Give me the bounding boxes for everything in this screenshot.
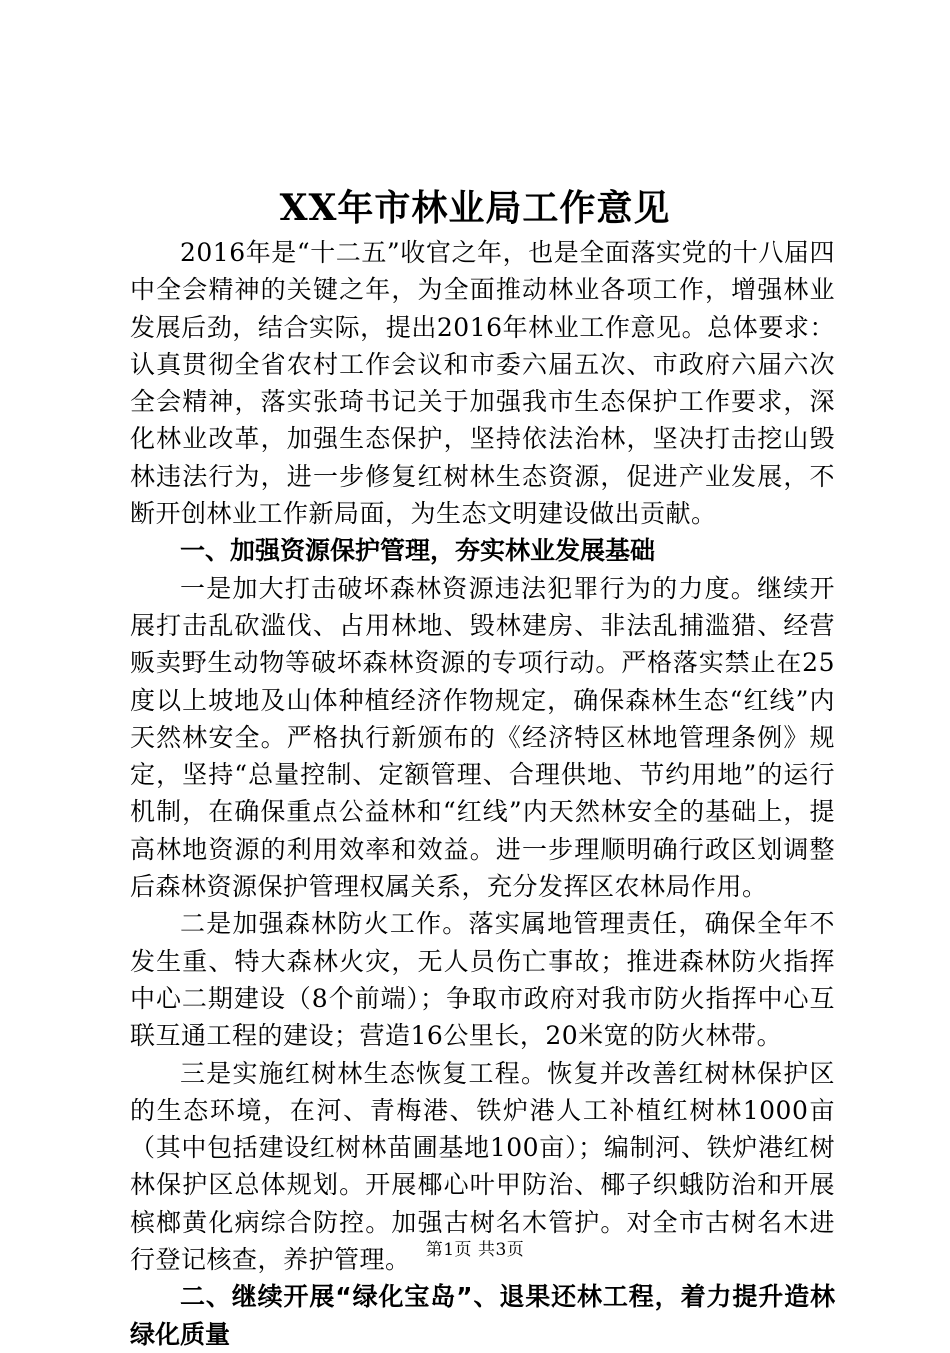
section-heading-2: 二、继续开展“绿化宝岛”、退果还林工程，着力提升造林绿化质量 [130, 1282, 835, 1349]
document-title: XX年市林业局工作意见 [279, 187, 671, 229]
section-heading-1: 一、加强资源保护管理，夯实林业发展基础 [180, 536, 656, 566]
paragraph-mangrove-restoration: 三是实施红树林生态恢复工程。恢复并改善红树林保护区的生态环境，在河、青梅港、铁炉港人工补植红树林1000亩（其中包括建设红树林苗圃基地100亩）；编制河、铁炉港红树林保护区总体规划。开展椰心叶甲防治、椰子织蛾防治和开展槟榔黄化病综合防控。加强古树名木管护。对全市古树名木进行登记核查，养护管理。 [130, 1058, 835, 1275]
page-number-footer: 第1页 共3页 [425, 1240, 525, 1260]
document-body [130, 234, 835, 1353]
intro-paragraph: 2016年是“十二五”收官之年，也是全面落实党的十八届四中全会精神的关键之年，为全面推动林业各项工作，增强林业发展后劲，结合实际，提出2016年林业工作意见。总体要求：认真贯彻全省农村工作会议和市委六届五次、市政府六届六次全会精神，落实张琦书记关于加强我市生态保护工作要求，深化林业改革，加强生态保护，坚持依法治林，坚决打击挖山毁林违法行为，进一步修复红树林生态资源，促进产业发展，不断开创林业工作新局面，为生态文明建设做出贡献。 [130, 238, 835, 529]
paragraph-resource-protection: 一是加大打击破坏森林资源违法犯罪行为的力度。继续开展打击乱砍滥伐、占用林地、毁林建房、非法乱捕滥猎、经营贩卖野生动物等破坏森林资源的专项行动。严格落实禁止在25度以上坡地及山体种植经济作物规定，确保森林生态“红线”内天然林安全。严格执行新颁布的《经济特区林地管理条例》规定，坚持“总量控制、定额管理、合理供地、节约用地”的运行机制，在确保重点公益林和“红线”内天然林安全的基础上，提高林地资源的利用效率和效益。进一步理顺明确行政区划调整后森林资源保护管理权属关系，充分发挥区农林局作用。 [130, 573, 835, 902]
paragraph-fire-prevention: 二是加强森林防火工作。落实属地管理责任，确保全年不发生重、特大森林火灾，无人员伤亡事故；推进森林防火指挥中心二期建设（8个前端）；争取市政府对我市防火指挥中心互联互通工程的建设；营造16公里长，20米宽的防火林带。 [130, 909, 835, 1051]
